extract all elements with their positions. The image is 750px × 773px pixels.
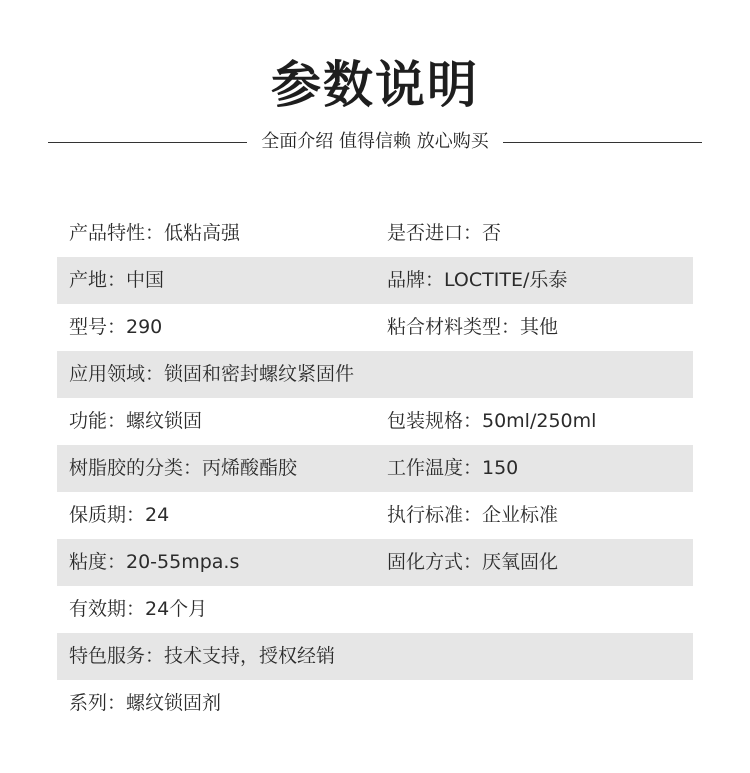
spec-application: 应用领域：锁固和密封螺纹紧固件 [69, 363, 355, 385]
page-title: 参数说明 [271, 56, 479, 114]
spec-row [57, 257, 693, 304]
divider-line-left [48, 142, 247, 143]
spec-row [57, 445, 693, 492]
spec-row [57, 492, 693, 539]
spec-row [57, 586, 693, 633]
spec-viscosity: 粘度：20-55mpa.s [69, 551, 240, 573]
spec-material-type: 粘合材料类型：其他 [387, 316, 559, 338]
spec-model: 型号：290 [69, 316, 163, 338]
spec-row [57, 633, 693, 680]
spec-service: 特色服务：技术支持，授权经销 [69, 645, 336, 667]
spec-validity: 有效期：24个月 [69, 598, 208, 620]
page-subtitle: 全面介绍 值得信赖 放心购买 [261, 131, 489, 152]
spec-package-size: 包装规格：50ml/250ml [387, 410, 597, 432]
spec-row [57, 210, 693, 257]
spec-row [57, 539, 693, 586]
spec-row [57, 680, 693, 727]
spec-series: 系列：螺纹锁固剂 [69, 692, 222, 714]
spec-origin: 产地：中国 [69, 269, 165, 291]
spec-standard: 执行标准：企业标准 [387, 504, 559, 526]
spec-row [57, 398, 693, 445]
spec-row [57, 351, 693, 398]
divider-line-right [503, 142, 702, 143]
spec-resin-category: 树脂胶的分类：丙烯酸酯胶 [69, 457, 298, 479]
subtitle-divider [48, 128, 702, 156]
spec-working-temperature: 工作温度：150 [387, 457, 519, 479]
spec-product-feature: 产品特性：低粘高强 [69, 222, 241, 244]
spec-row [57, 304, 693, 351]
spec-function: 功能：螺纹锁固 [69, 410, 203, 432]
spec-curing-method: 固化方式：厌氧固化 [387, 551, 559, 573]
spec-imported: 是否进口：否 [387, 222, 502, 244]
spec-table [57, 210, 693, 727]
spec-brand: 品牌：LOCTITE/乐泰 [387, 269, 568, 291]
spec-shelf-life: 保质期：24 [69, 504, 170, 526]
